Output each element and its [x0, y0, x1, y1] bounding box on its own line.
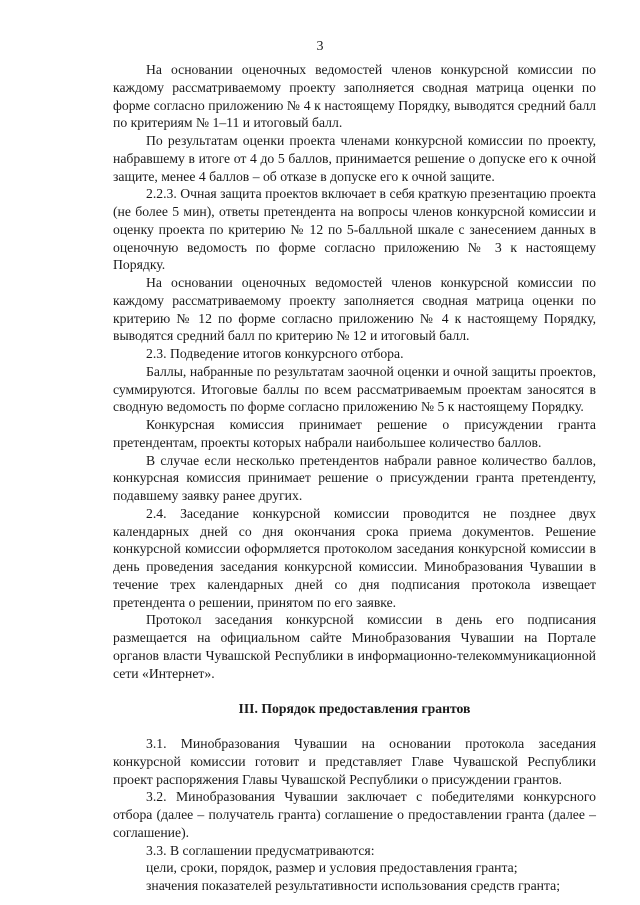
- paragraph: Протокол заседания конкурсной комиссии в день его подписания размещается на официальном сайте Минобразования Чувашии на Портале органов власти Чувашской Республики в информационно-телекоммуникационной сети «Интернет».: [113, 612, 596, 681]
- paragraph: На основании оценочных ведомостей членов конкурсной комиссии по каждому рассматриваемому проекту заполняется сводная матрица оценки по форме согласно приложению № 4 к настоящему Порядку, выводятся средний балл по критериям № 1–11 и итоговый балл.: [113, 62, 596, 131]
- paragraph: В случае если несколько претендентов набрали равное количество баллов, конкурсная комиссия принимает решение о присуждении гранта претенденту, подавшему заявку ранее других.: [113, 452, 596, 503]
- paragraph: значения показателей результативности использования средств гранта;: [146, 878, 561, 893]
- page-number: 3: [316, 39, 324, 54]
- paragraph: 2.2.3. Очная защита проектов включает в себя краткую презентацию проекта (не более 5 мин), ответы претендента на вопросы членов конкурсной комиссии и оценку проекта по критерию № 12 по 5-балльной шкале с занесением данных в оценочную ведомость по форме согласно приложению № 3 к настоящему Порядку.: [113, 186, 596, 273]
- paragraph: цели, сроки, порядок, размер и условия предоставления гранта;: [146, 860, 518, 876]
- paragraph: На основании оценочных ведомостей членов конкурсной комиссии по каждому рассматриваемому проекту заполняется сводная матрица оценки по критерию № 12 по форме согласно приложению № 4 к настоящему Порядку, выводятся средний балл по критерию № 12 и итоговый балл.: [113, 275, 596, 344]
- paragraph: 2.4. Заседание конкурсной комиссии проводится не позднее двух календарных дней со дня окончания срока приема документов. Решение конкурсной комиссии оформляется протоколом заседания конкурсной комиссии в день проведения заседания конкурсной комиссии. Минобразования Чувашии в течение трех календарных дней со дня подписания протокола извещает претендента о решении, принятом по его заявке.: [113, 505, 596, 610]
- paragraph: Баллы, набранные по результатам заочной оценки и очной защиты проектов, суммируются. Итоговые баллы по всем рассматриваемым проектам заносятся в сводную ведомость по форме согласно приложению № 5 к настоящему Порядку.: [113, 363, 596, 415]
- section-heading: III. Порядок предоставления грантов: [238, 701, 471, 717]
- paragraph: Конкурсная комиссия принимает решение о присуждении гранта претендентам, проекты которых набрали наибольшее количество баллов.: [113, 417, 596, 450]
- paragraph: По результатам оценки проекта членами конкурсной комиссии по проекту, набравшему в итоге от 4 до 5 баллов, принимается решение о допуске его к очной защите, менее 4 баллов – об отказе в допуске его к очной защите.: [113, 133, 596, 184]
- paragraph: 3.3. В соглашении предусматриваются:: [146, 842, 375, 858]
- paragraph: 3.1. Минобразования Чувашии на основании протокола заседания конкурсной комиссии готовит и представляет Главе Чувашской Республики проект распоряжения Главы Чувашской Республики о присуждении грантов.: [113, 736, 596, 787]
- paragraph: 2.3. Подведение итогов конкурсного отбора.: [146, 346, 404, 361]
- document-body: [113, 61, 596, 895]
- paragraph: 3.2. Минобразования Чувашии заключает с победителями конкурсного отбора (далее – получатель гранта) соглашение о предоставлении гранта (далее – соглашение).: [113, 789, 596, 840]
